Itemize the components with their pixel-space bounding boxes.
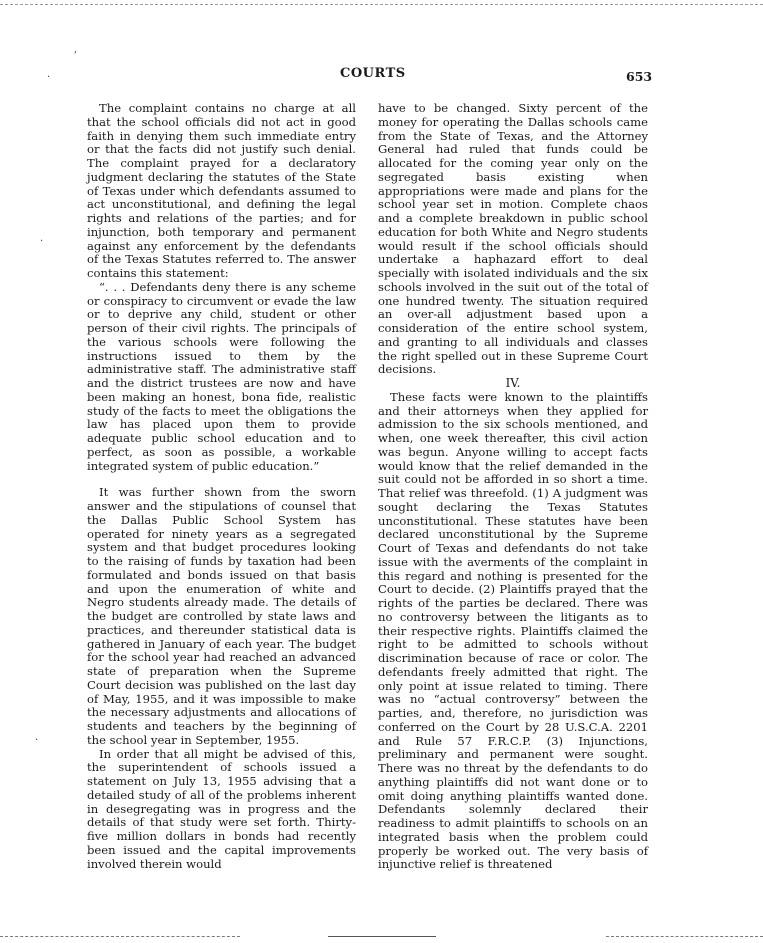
paragraph: In order that all might be advised of this, the superintendent of schools issued a statement on July 13, 1955 advising that a detailed study of all of the problems inherent in desegregating was in progress and the details of that study were set forth. Thirty-five million dollars in bonds had recently been issued and the capital improvements involved therein would [87, 746, 356, 871]
left-column [87, 102, 356, 871]
scan-mark: · [47, 72, 51, 83]
paragraph: It was further shown from the sworn answer and the stipulations of counsel that the Dallas Public School System has operated for ninety years as a segregated system and that budget procedures looking to the raising of funds by taxation had been formulated and bonds issued on that basis and upon the enumeration of white and Negro students already made. The details of the budget are controlled by state laws and practices, and thereunder statistical data is gathered in January of each year. The budget for the school year had reached an advanced state of preparation when the Supreme Court decision was published on the last day of May, 1955, and it was impossible to make the necessary adjustments and allocations of students and teachers by the beginning of the school year in September, 1955. [87, 485, 356, 747]
scan-mark: , [74, 44, 78, 55]
paragraph: have to be changed. Sixty percent of the money for operating the Dallas schools came from the State of Texas, and the Attorney General had ruled that funds could be allocated for the coming year only on the segregated basis existing when appropriations were made and plans for the school year set in motion. Complete chaos and a complete breakdown in public school education for both White and Negro students would result if the school officials should undertake a haphazard effort to deal specially with isolated individuals and the six schools involved in the suit out of the total of one hundred twenty. The situation required an over-all adjustment based upon a consideration of the entire school system, and granting to all individuals and classes the right spelled out in these Supreme Court decisions. [378, 101, 648, 377]
footer-rule [0, 936, 240, 937]
section-heading: IV. [505, 376, 521, 390]
footer-rule [606, 936, 763, 937]
block-quote: “. . . Defendants deny there is any scheme or conspiracy to circumvent or evade the law or to deprive any child, student or other person of their civil rights. The principals of the various schools were following the instructions issued to them by the administrative staff. The administrative staff and the district trustees are now and have been making an honest, bona fide, realistic study of the facts to meet the obligations the law has placed upon them to provide adequate public school education and to perfect, as soon as possible, a workable integrated system of public education.” [87, 279, 356, 473]
paragraph: These facts were known to the plaintiffs and their attorneys when they applied for admission to the six schools mentioned, and when, one week thereafter, this civil action was begun. Anyone willing to accept facts would know that the relief demanded in the suit could not be afforded in so short a time. That relief was threefold. (1) A judgment was sought declaring the Texas Statutes unconstitutional. These statutes have been declared unconstitutional by the Supreme Court of Texas and defendants do not take issue with the averments of the complaint in this regard and nothing is presented for the Court to decide. (2) Plaintiffs prayed that the rights of the parties be declared. There was no controversy between the litigants as to their respective rights. Plaintiffs claimed the right to be admitted to schools without discrimination because of race or color. The defendants freely admitted that right. The only point at issue related to timing. There was no “actual controversy” between the parties, and, therefore, no jurisdiction was conferred on the Court by 28 U.S.C.A. 2201 and Rule 57 F.R.C.P. (3) Injunctions, preliminary and permanent were sought. There was no threat by the defendants to do anything plaintiffs did not want done or to omit doing anything plaintiffs wanted done. Defendants solemnly declared their readiness to admit plaintiffs to schools on an integrated basis when the problem could properly be worked out. The very basis of injunctive relief is threatened [378, 389, 648, 872]
scan-mark: · [40, 236, 44, 247]
right-column [378, 102, 648, 872]
scan-mark: · [35, 735, 39, 746]
page-number: 653 [626, 69, 653, 84]
paragraph: The complaint contains no charge at all that the school officials did not act in good faith in denying them such immediate entry or that the facts did not justify such denial. The complaint prayed for a declaratory judgment declaring the statutes of the State of Texas under which defendants assumed to act unconstitutional, and defining the legal rights and relations of the parties; and for injunction, both temporary and permanent against any enforcement by the defendants of the Texas Statutes referred to. The answer contains this statement: [87, 101, 356, 280]
running-header: COURTS [340, 66, 406, 81]
top-scan-border [0, 4, 763, 5]
footer-rule [328, 936, 436, 937]
